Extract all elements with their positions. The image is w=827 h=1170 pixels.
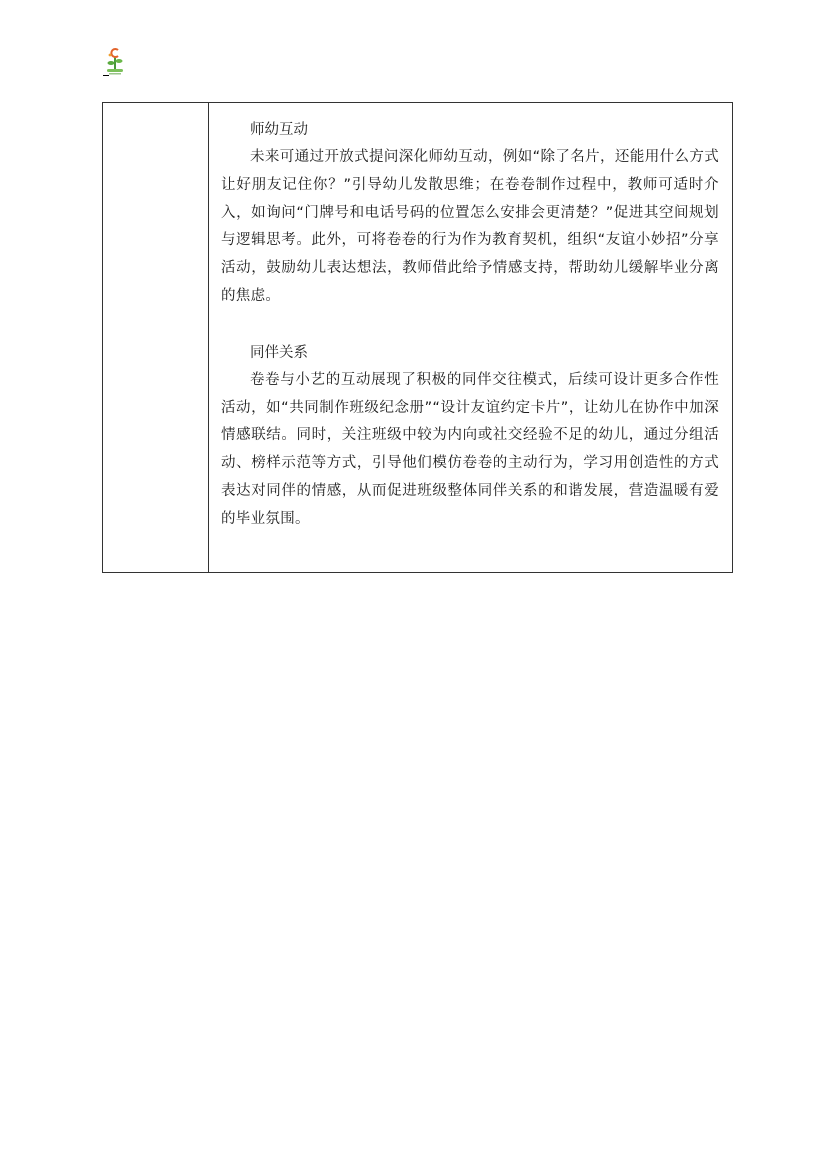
section-title: 同伴关系 [250, 344, 308, 361]
header-rule [103, 75, 109, 76]
header-logo-icon [103, 47, 127, 77]
section-teacher-child-interaction [221, 116, 719, 311]
table-right-cell [209, 103, 732, 572]
section-body: 卷卷与小艺的互动展现了积极的同伴交往模式，后续可设计更多合作性活动，如“共同制作班级纪念册”“设计友谊约定卡片”，让幼儿在协作中加深情感联结。同时，关注班级中较为内向或社交经验不足的幼儿，通过分组活动、榜样示范等方式，引导他们模仿卷卷的主动行为，学习用创造性的方式表达对同伴的情感，从而促进班级整体同伴关系的和谐发展，营造温暖有爱的毕业氛围。 [221, 371, 719, 527]
table-left-cell [103, 103, 209, 572]
section-title: 师幼互动 [250, 122, 308, 138]
section-body: 未来可通过开放式提问深化师幼互动，例如“除了名片，还能用什么方式让好朋友记住你？”引导幼儿发散思维；在卷卷制作过程中，教师可适时介入，如询问“门牌号和电话号码的位置怎么安排会更清楚？”促进其空间规划与逻辑思考。此外，可将卷卷的行为作为教育契机，组织“友谊小妙招”分享活动，鼓励幼儿表达想法，教师借此给予情感支持，帮助幼儿缓解毕业分离的焦虑。 [221, 149, 719, 304]
content-table [102, 102, 733, 573]
section-peer-relationship [221, 339, 719, 534]
